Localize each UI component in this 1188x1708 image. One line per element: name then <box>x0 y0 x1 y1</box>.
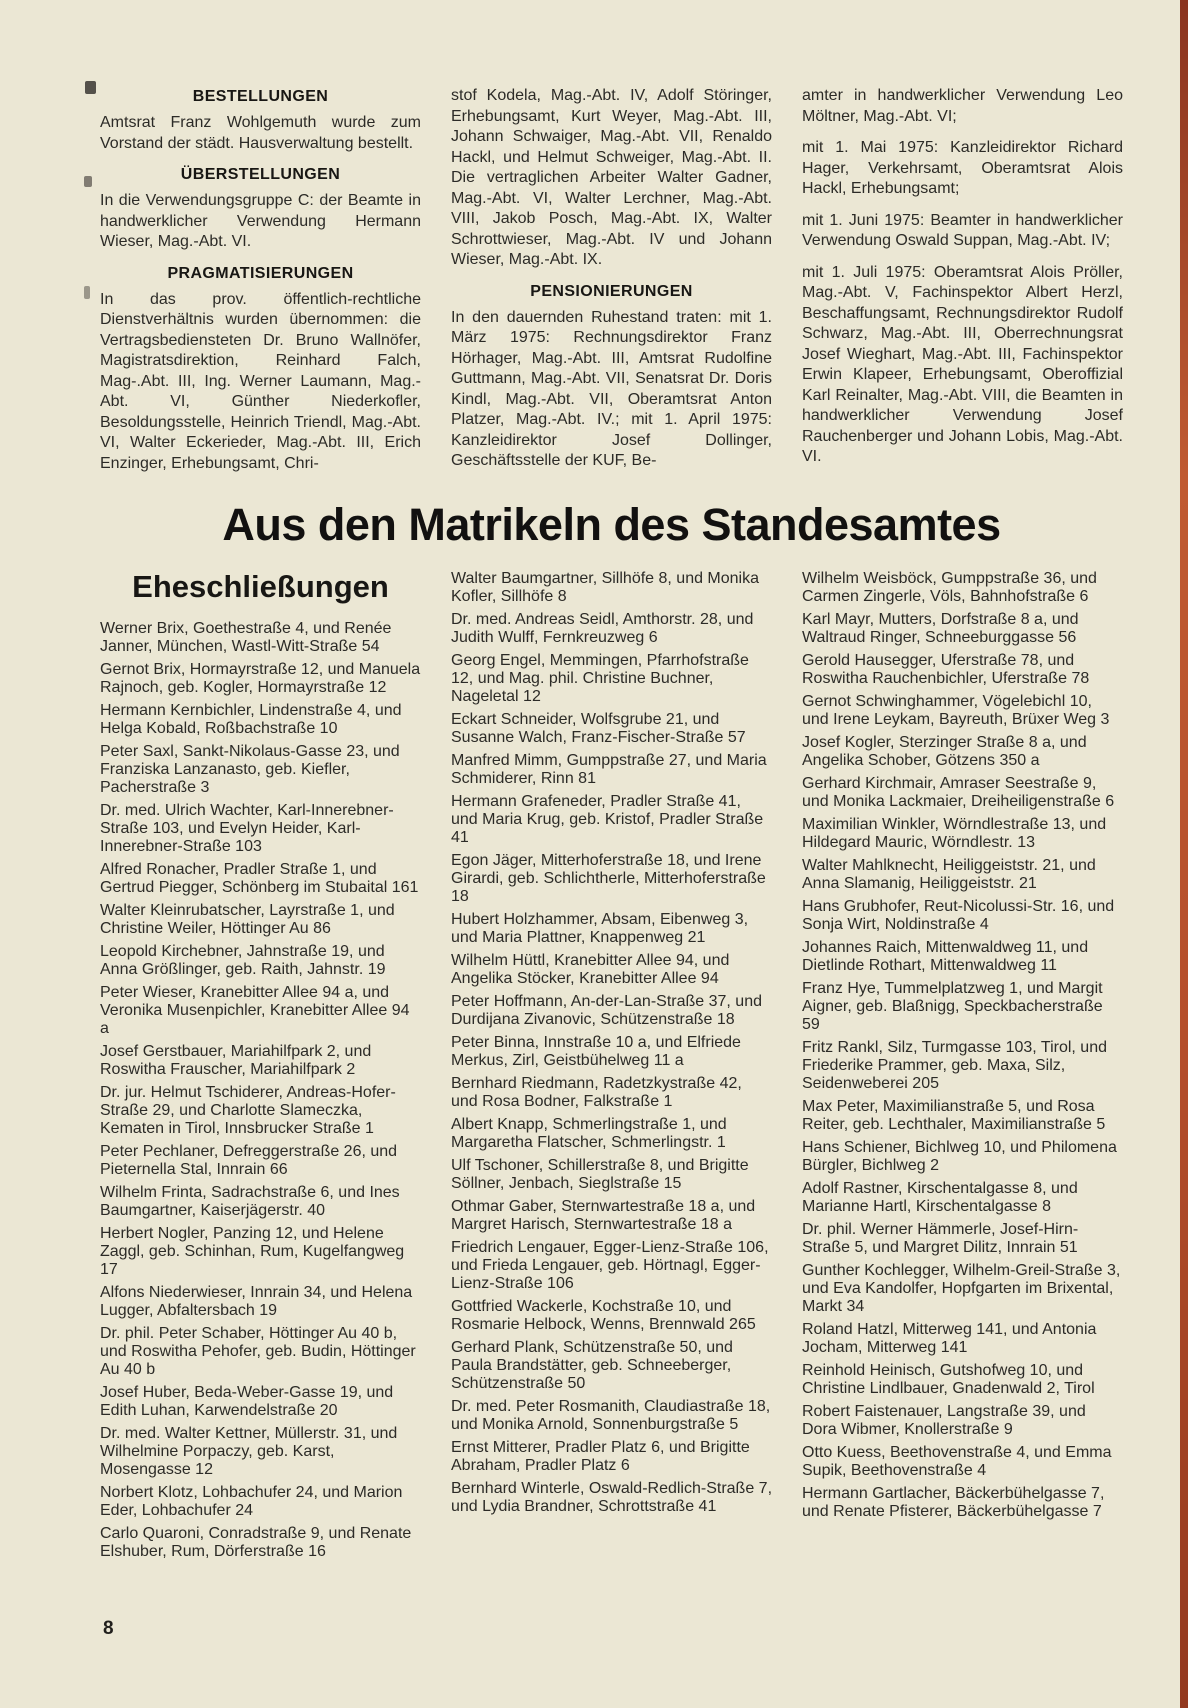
marriage-entry: Dr. phil. Werner Hämmerle, Josef-Hirn-Straße 5, und Margret Dilitz, Innrain 51 <box>802 1221 1079 1256</box>
personnel-section <box>100 0 1123 474</box>
marriage-entry: Ernst Mitterer, Pradler Platz 6, und Brigitte Abraham, Pradler Platz 6 <box>451 1439 750 1474</box>
page-edge-strip <box>1180 0 1188 1708</box>
marriage-entry: Gernot Schwinghammer, Vögelebichl 10, und Irene Leykam, Bayreuth, Brüxer Weg 3 <box>802 693 1110 728</box>
personnel-column <box>802 86 1123 474</box>
marriage-entry: Albert Knapp, Schmerlingstraße 1, und Margaretha Flatscher, Schmerlingstr. 1 <box>451 1116 727 1151</box>
personnel-paragraph: mit 1. Mai 1975: Kanzleidirektor Richard Hager, Verkehrsamt, Oberamtsrat Alois Hackl, Erhebungsamt; <box>802 139 1123 197</box>
marriage-entry: Peter Binna, Innstraße 10 a, und Elfriede Merkus, Zirl, Geistbühelweg 11 a <box>451 1034 741 1069</box>
marriage-entry: Leopold Kirchebner, Jahnstraße 19, und Anna Größlinger, geb. Raith, Jahnstr. 19 <box>100 943 386 978</box>
marriage-entry: Walter Mahlknecht, Heiliggeiststr. 21, und Anna Slamanig, Heiliggeiststr. 21 <box>802 857 1096 892</box>
marriage-entry: Dr. med. Andreas Seidl, Amthorstr. 28, und Judith Wulff, Fernkreuzweg 6 <box>451 611 754 646</box>
personnel-paragraph: In die Verwendungsgruppe C: der Beamte in handwerklicher Verwendung Hermann Wieser, Mag.-Abt. VI. <box>100 192 421 250</box>
marriage-column <box>451 570 772 1566</box>
page-number: 8 <box>103 1618 114 1639</box>
marriage-entry: Bernhard Riedmann, Radetzkystraße 42, und Rosa Bodner, Falkstraße 1 <box>451 1075 742 1110</box>
marriages-section <box>100 570 1123 1566</box>
marriage-entry: Peter Wieser, Kranebitter Allee 94 a, und Veronika Musenpichler, Kranebitter Allee 94 a <box>100 984 410 1037</box>
marriage-entry: Roland Hatzl, Mitterweg 141, und Antonia Jocham, Mitterweg 141 <box>802 1321 1097 1356</box>
marriage-entry: Wilhelm Frinta, Sadrachstraße 6, und Ines Baumgartner, Kaiserjägerstr. 40 <box>100 1184 400 1219</box>
marriage-entry: Georg Engel, Memmingen, Pfarrhofstraße 12, und Mag. phil. Christine Buchner, Nageletal 12 <box>451 652 749 705</box>
marriage-entry: Alfons Niederwieser, Innrain 34, und Helena Lugger, Abfaltersbach 19 <box>100 1284 413 1319</box>
marriage-entry: Dr. med. Walter Kettner, Müllerstr. 31, und Wilhelmine Porpaczy, geb. Karst, Mosengasse 12 <box>100 1425 398 1478</box>
personnel-paragraph: In das prov. öffentlich-rechtliche Dienstverhältnis wurden übernommen: die Vertragsbediensteten Dr. Bruno Wallnöfer, Magistratsdirektion, Reinhard Falch, Mag-.Abt. III, Ing. Werner Laumann, Mag.-Abt. VI, Günther Niederkofler, Besoldungsstelle, Heinrich Triendl, Mag.-Abt. VI, Walter Eckerieder, Mag.-Abt. III, Erich Enzinger, Erhebungsamt, Chri- <box>100 290 421 472</box>
marriage-entry: Dr. phil. Peter Schaber, Höttinger Au 40 b, und Roswitha Pehofer, geb. Budin, Höttinger Au 40 b <box>100 1325 416 1378</box>
marriage-entry: Hans Schiener, Bichlweg 10, und Philomena Bürgler, Bichlweg 2 <box>802 1139 1117 1174</box>
subsection-heading: ÜBERSTELLUNGEN <box>180 166 341 183</box>
section-title: Eheschließungen <box>132 569 389 604</box>
ink-speck <box>84 176 92 187</box>
marriage-entry: Otto Kuess, Beethovenstraße 4, und Emma Supik, Beethovenstraße 4 <box>802 1444 1112 1479</box>
marriage-entry: Dr. jur. Helmut Tschiderer, Andreas-Hofer-Straße 29, und Charlotte Slameczka, Kematen in Tirol, Innsbrucker Straße 1 <box>100 1084 396 1137</box>
marriage-column <box>100 570 421 1566</box>
marriage-entry: Manfred Mimm, Gumppstraße 27, und Maria Schmiderer, Rinn 81 <box>451 752 767 787</box>
marriage-entry: Josef Huber, Beda-Weber-Gasse 19, und Edith Luhan, Karwendelstraße 20 <box>100 1384 394 1419</box>
ink-speck <box>85 81 96 94</box>
marriage-entry: Franz Hye, Tummelplatzweg 1, und Margit Aigner, geb. Blaßnigg, Speckbacherstraße 59 <box>802 980 1103 1033</box>
marriage-entry: Gerold Hausegger, Uferstraße 78, und Roswitha Rauchenbichler, Uferstraße 78 <box>802 652 1090 687</box>
personnel-paragraph: In den dauernden Ruhestand traten: mit 1. März 1975: Rechnungsdirektor Franz Hörhager, Mag.-Abt. III, Amtsrat Rudolfine Guttmann, Mag.-Abt. VII, Senatsrat Dr. Doris Kindl, Mag.-Abt. VII, Oberamtsrat Anton Platzer, Mag.-Abt. IV.; mit 1. April 1975: Kanzleidirektor Josef Dollinger, Geschäftsstelle der KUF, Be- <box>451 308 772 469</box>
marriage-entry: Gottfried Wackerle, Kochstraße 10, und Rosmarie Helbock, Wenns, Brennwald 265 <box>451 1298 756 1333</box>
marriage-entry: Herbert Nogler, Panzing 12, und Helene Zaggl, geb. Schinhan, Rum, Kugelfangweg 17 <box>100 1225 405 1278</box>
ink-speck <box>84 286 90 299</box>
marriage-entry: Gunther Kochlegger, Wilhelm-Greil-Straße 3, und Eva Kandolfer, Hopfgarten im Brixental, Markt 34 <box>802 1262 1121 1315</box>
marriage-entry: Carlo Quaroni, Conradstraße 9, und Renate Elshuber, Rum, Dörferstraße 16 <box>100 1525 412 1560</box>
marriage-entry: Walter Kleinrubatscher, Layrstraße 1, und Christine Weiler, Höttinger Au 86 <box>100 902 395 937</box>
marriage-entry: Walter Baumgartner, Sillhöfe 8, und Monika Kofler, Sillhöfe 8 <box>451 570 760 605</box>
main-headline: Aus den Matrikeln des Standesamtes <box>222 499 1001 550</box>
marriage-entry: Josef Kogler, Sterzinger Straße 8 a, und Angelika Schober, Götzens 350 a <box>802 734 1087 769</box>
personnel-paragraph: Amtsrat Franz Wohlgemuth wurde zum Vorstand der städt. Hausverwaltung bestellt. <box>100 114 421 152</box>
marriage-entry: Othmar Gaber, Sternwartestraße 18 a, und Margret Harisch, Sternwartestraße 18 a <box>451 1198 756 1233</box>
marriage-entry: Egon Jäger, Mitterhoferstraße 18, und Irene Girardi, geb. Schlichtherle, Mitterhoferstraße 18 <box>451 852 766 905</box>
marriage-entry: Friedrich Lengauer, Egger-Lienz-Straße 106, und Frieda Lengauer, geb. Hörtnagl, Egger-Lienz-Straße 106 <box>451 1239 769 1292</box>
subsection-heading: BESTELLUNGEN <box>192 88 329 105</box>
marriage-entry: Adolf Rastner, Kirschentalgasse 8, und Marianne Hartl, Kirschentalgasse 8 <box>802 1180 1078 1215</box>
marriage-entry: Johannes Raich, Mittenwaldweg 11, und Dietlinde Rothart, Mittenwaldweg 11 <box>802 939 1089 974</box>
personnel-column <box>451 86 772 474</box>
personnel-paragraph: amter in handwerklicher Verwendung Leo Möltner, Mag.-Abt. VI; <box>802 87 1123 125</box>
marriage-entry: Peter Hoffmann, An-der-Lan-Straße 37, und Durdijana Zivanovic, Schützenstraße 18 <box>451 993 762 1028</box>
personnel-column <box>100 86 421 474</box>
marriage-entry: Karl Mayr, Mutters, Dorfstraße 8 a, und Waltraud Ringer, Schneeburggasse 56 <box>802 611 1079 646</box>
marriage-entry: Hermann Gartlacher, Bäckerbühelgasse 7, und Renate Pfisterer, Bäckerbühelgasse 7 <box>802 1485 1105 1520</box>
marriage-column <box>802 570 1123 1566</box>
marriage-entry: Ulf Tschoner, Schillerstraße 8, und Brigitte Söllner, Jenbach, Sieglstraße 15 <box>451 1157 749 1192</box>
marriage-entry: Gerhard Plank, Schützenstraße 50, und Paula Brandstätter, geb. Schneeberger, Schützenstraße 50 <box>451 1339 733 1392</box>
marriage-entry: Hermann Grafeneder, Pradler Straße 41, und Maria Krug, geb. Kristof, Pradler Straße 41 <box>451 793 764 846</box>
marriage-entry: Robert Faistenauer, Langstraße 39, und Dora Wibmer, Knollerstraße 9 <box>802 1403 1086 1438</box>
marriage-entry: Maximilian Winkler, Wörndlestraße 13, und Hildegard Mauric, Wörndlestr. 13 <box>802 816 1107 851</box>
personnel-paragraph: mit 1. Juni 1975: Beamter in handwerklicher Verwendung Oswald Suppan, Mag.-Abt. IV; <box>802 211 1123 249</box>
marriage-entry: Max Peter, Maximilianstraße 5, und Rosa Reiter, geb. Lechthaler, Maximilianstraße 5 <box>802 1098 1106 1133</box>
marriage-entry: Eckart Schneider, Wolfsgrube 21, und Susanne Walch, Franz-Fischer-Straße 57 <box>451 711 746 746</box>
marriage-entry: Hubert Holzhammer, Absam, Eibenweg 3, und Maria Plattner, Knappenweg 21 <box>451 911 749 946</box>
marriage-entry: Dr. med. Peter Rosmanith, Claudiastraße 18, und Monika Arnold, Sonnenburgstraße 5 <box>451 1398 771 1433</box>
marriage-entry: Peter Saxl, Sankt-Nikolaus-Gasse 23, und Franziska Lanzanasto, geb. Kiefler, Pacherstraße 3 <box>100 743 400 796</box>
marriage-entry: Reinhold Heinisch, Gutshofweg 10, und Christine Lindlbauer, Gnadenwald 2, Tirol <box>802 1362 1095 1397</box>
marriage-entry: Dr. med. Ulrich Wachter, Karl-Innerebner-Straße 103, und Evelyn Heider, Karl-Innerebner-Straße 103 <box>100 802 394 855</box>
marriage-entry: Alfred Ronacher, Pradler Straße 1, und Gertrud Piegger, Schönberg im Stubaital 161 <box>100 861 419 896</box>
personnel-paragraph: mit 1. Juli 1975: Oberamtsrat Alois Pröller, Mag.-Abt. V, Fachinspektor Albert Herzl, Beschaffungsamt, Rechnungsdirektor Rudolf Schwarz, Mag.-Abt. III, Oberrechnungsrat Josef Wieghart, Mag.-Abt. III, Fachinspektor Erwin Klapeer, Erhebungsamt, Oberoffizial Karl Reinalter, Mag.-Abt. VIII, die Beamten in handwerklicher Verwendung Josef Rauchenberger und Johann Lobis, Mag.-Abt. VI. <box>802 263 1123 465</box>
marriage-entry: Werner Brix, Goethestraße 4, und Renée Janner, München, Wastl-Witt-Straße 54 <box>100 620 392 655</box>
marriage-entry: Bernhard Winterle, Oswald-Redlich-Straße 7, und Lydia Brandner, Schrottstraße 41 <box>451 1480 773 1515</box>
marriage-entry: Norbert Klotz, Lohbachufer 24, und Marion Eder, Lohbachufer 24 <box>100 1484 403 1519</box>
marriage-entry: Josef Gerstbauer, Mariahilfpark 2, und Roswitha Frauscher, Mariahilfpark 2 <box>100 1043 372 1078</box>
subsection-heading: PRAGMATISIERUNGEN <box>167 264 354 282</box>
marriage-entry: Gernot Brix, Hormayrstraße 12, und Manuela Rajnoch, geb. Kogler, Hormayrstraße 12 <box>100 661 421 696</box>
subsection-heading: PENSIONIERUNGEN <box>530 282 693 300</box>
marriage-entry: Fritz Rankl, Silz, Turmgasse 103, Tirol, und Friederike Prammer, geb. Maxa, Silz, Seidenweberei 205 <box>802 1039 1107 1092</box>
marriage-entry: Hans Grubhofer, Reut-Nicolussi-Str. 16, und Sonja Wirt, Noldinstraße 4 <box>802 898 1115 933</box>
marriage-entry: Wilhelm Hüttl, Kranebitter Allee 94, und Angelika Stöcker, Kranebitter Allee 94 <box>451 952 730 987</box>
personnel-paragraph: stof Kodela, Mag.-Abt. IV, Adolf Störinger, Erhebungsamt, Kurt Weyer, Mag.-Abt. III, Johann Schwaiger, Mag.-Abt. VII, Renaldo Hackl, und Helmut Schweiger, Mag.-Abt. II. Die vertraglichen Arbeiter Walter Gadner, Mag.-Abt. VI, Walter Lerchner, Mag.-Abt. VIII, Jakob Posch, Mag.-Abt. IX, Walter Schrottwieser, Mag.-Abt. IV und Johann Wieser, Mag.-Abt. IX. <box>451 87 772 268</box>
marriage-entry: Gerhard Kirchmair, Amraser Seestraße 9, und Monika Lackmaier, Dreiheiligenstraße 6 <box>802 775 1115 810</box>
marriage-entry: Wilhelm Weisböck, Gumppstraße 36, und Carmen Zingerle, Völs, Bahnhofstraße 6 <box>802 570 1097 605</box>
marriage-entry: Hermann Kernbichler, Lindenstraße 4, und Helga Kobald, Roßbachstraße 10 <box>100 702 402 737</box>
marriage-entry: Peter Pechlaner, Defreggerstraße 26, und Pieternella Stal, Innrain 66 <box>100 1143 398 1178</box>
